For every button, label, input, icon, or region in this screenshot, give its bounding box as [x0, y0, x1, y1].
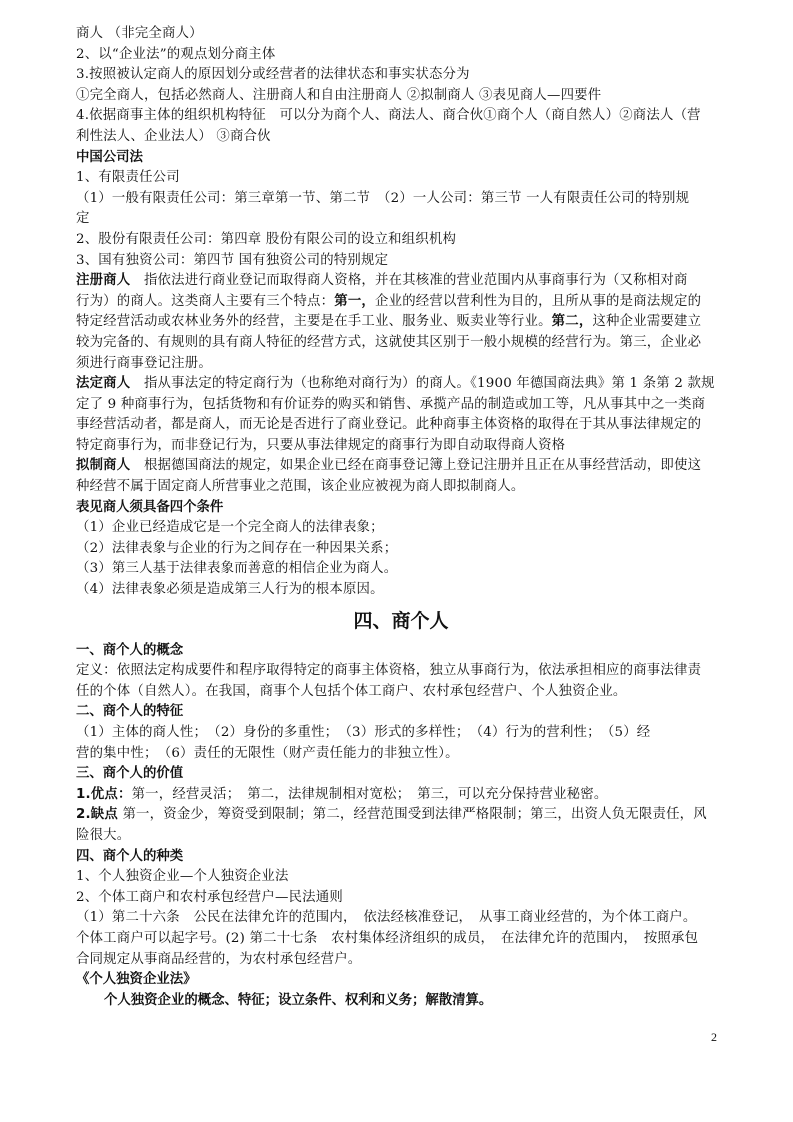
registered-merchant-term: 注册商人: [76, 273, 131, 289]
text-line: （1）企业已经造成它是一个完全商人的法律表象；: [76, 520, 384, 536]
apparent-merchant-heading: 表见商人须具备四个条件: [76, 499, 224, 515]
text-line: 1、有限责任公司: [76, 170, 180, 186]
text-span: 指依法进行商业登记而取得商人资格，并在其核准的营业范围内从事商事行为（又称相对商: [130, 273, 688, 289]
text-line: 营的集中性； （6）责任的无限性（财产责任能力的非独立性）。: [76, 745, 459, 761]
text-line: 定了 9 种商事行为，包括货物和有价证券的购买和销售、承揽产品的制造或加工等，凡从事其中之一类商: [76, 396, 706, 412]
text-line: （4）法律表象必须是造成第三人行为的根本原因。: [76, 582, 384, 598]
text-line: 任的个体（自然人）。在我国，商事个人包括个体工商户、农村承包经营户、个人独资企业。: [76, 683, 627, 699]
sole-prop-law-heading: 《个人独资企业法》: [76, 972, 197, 988]
text-span: 企业的经营以营利性为目的，且所从事的是商法规定的: [375, 293, 702, 309]
text-line: （3）第三人基于法律表象而善意的相信企业为商人。: [76, 561, 398, 577]
text-line: ①完全商人，包括必然商人、注册商人和自由注册商人 ②拟制商人 ③表见商人—四要件: [76, 87, 602, 103]
text-span: 特定经营活动或农林业务外的经营，主要是在手工业、服务业、贩卖业等行业。: [76, 314, 552, 330]
fictitious-merchant-line: [76, 456, 726, 477]
text-line: 合同规定从事商品经营的，为农村承包经营户。: [76, 951, 362, 967]
text-line: [76, 312, 726, 333]
text-span: 第一，经营灵活； 第二，法律规制相对宽松； 第三，可以充分保持营业秘密。: [131, 786, 608, 802]
text-line: 3.按照被认定商人的原因划分或经营者的法律状态和事实状态分为: [76, 67, 470, 83]
text-span: 指从事法定的特定商行为（也称绝对商行为）的商人。《1900 年德国商法典》第 1 条第 2 款规: [130, 376, 715, 392]
text-line: 种经营不属于固定商人所营事业之范围，该企业应被视为商人即拟制商人。: [76, 479, 525, 495]
text-line: 3、国有独资公司：第四节 国有独资公司的特别规定: [76, 252, 389, 268]
text-span: 第一，资金少，筹资受到限制；第二，经营范围受到法律严格限制；第三，出资人负无限责任，风: [118, 807, 707, 823]
types-heading: 四、商个人的种类: [76, 848, 184, 864]
text-span: 根据德国商法的规定，如果企业已经在商事登记簿上登记注册并且正在从事经营活动，即使这: [130, 458, 702, 474]
statutory-merchant-line: [76, 374, 726, 395]
text-line: 险很大。: [76, 827, 131, 843]
fictitious-merchant-term: 拟制商人: [76, 458, 131, 474]
text-line: 较为完备的、有规则的具有商人特征的经营方式，这就使其区别于一般小规模的经营行为。第三，企业必: [76, 334, 702, 350]
text-line: 利性法人、企业法人） ③商合伙: [76, 128, 271, 144]
disadvantages-line: [76, 805, 726, 826]
text-line: 4.依据商事主体的组织机构特征 可以分为商个人、商法人、商合伙①商个人（商自然人）②商法人（营: [76, 108, 701, 124]
statutory-merchant-term: 法定商人: [76, 376, 131, 392]
text-line: 个体工商户可以起字号。(2) 第二十七条 农村集体经济组织的成员， 在法律允许的范围内， 按照承包: [76, 930, 699, 946]
document-page: [76, 24, 726, 1011]
concept-heading: 一、商个人的概念: [76, 642, 184, 658]
sole-prop-law-summary: 个人独资企业的概念、特征；设立条件、权利和义务；解散清算。: [104, 992, 493, 1008]
company-law-heading: 中国公司法: [76, 149, 143, 165]
text-line: 须进行商事登记注册。: [76, 355, 212, 371]
bold-first: 第一，: [334, 293, 376, 309]
text-line: 定: [76, 211, 90, 227]
advantages-label: 1.优点：: [76, 786, 132, 802]
text-line: 2、股份有限责任公司：第四章 股份有限公司的设立和组织机构: [76, 231, 457, 247]
text-line: （2）法律表象与企业的行为之间存在一种因果关系；: [76, 540, 398, 556]
page-number: 2: [711, 1030, 717, 1044]
text-line: 1、个人独资企业—个人独资企业法: [76, 869, 289, 885]
text-line: （1）一般有限责任公司：第三章第一节、第二节 （2）一人公司：第三节 一人有限责任公司的特别规: [76, 190, 690, 206]
text-line: 2、个体工商户和农村承包经营户—民法通则: [76, 889, 343, 905]
text-line: （1）第二十六条 公民在法律允许的范围内， 依法经核准登记， 从事工商业经营的，为个体工商户。: [76, 910, 697, 926]
chapter-title: 四、商个人: [353, 609, 449, 632]
registered-merchant-line: [76, 271, 726, 292]
advantages-line: [76, 785, 726, 806]
text-line: （1）主体的商人性； （2）身份的多重性； （3）形式的多样性； （4）行为的营利性； （5）经: [76, 725, 651, 740]
text-line: 定义：依照法定构成要件和程序取得特定的商事主体资格，独立从事商行为，依法承担相应的商事法律责: [76, 663, 702, 679]
text-line: 特定商事行为，而非登记行为，只要从事法律规定的商事行为即自动取得商人资格: [76, 437, 566, 453]
value-heading: 三、商个人的价值: [76, 766, 184, 782]
disadvantages-label: 2.缺点: [76, 807, 118, 823]
text-line: 商人 （非完全商人）: [76, 26, 203, 41]
features-heading: 二、商个人的特征: [76, 704, 184, 720]
text-span: 行为）的商人。这类商人主要有三个特点：: [76, 293, 335, 309]
text-line: 2、以“企业法”的观点划分商主体: [76, 46, 276, 62]
text-span: 这种企业需要建立: [592, 314, 702, 330]
text-line: 事经营活动者，都是商人，而无论是否进行了商业登记。此种商事主体资格的取得在于其从事法律规定的: [76, 417, 702, 433]
text-line: [76, 292, 726, 313]
bold-second: 第二，: [551, 314, 593, 330]
